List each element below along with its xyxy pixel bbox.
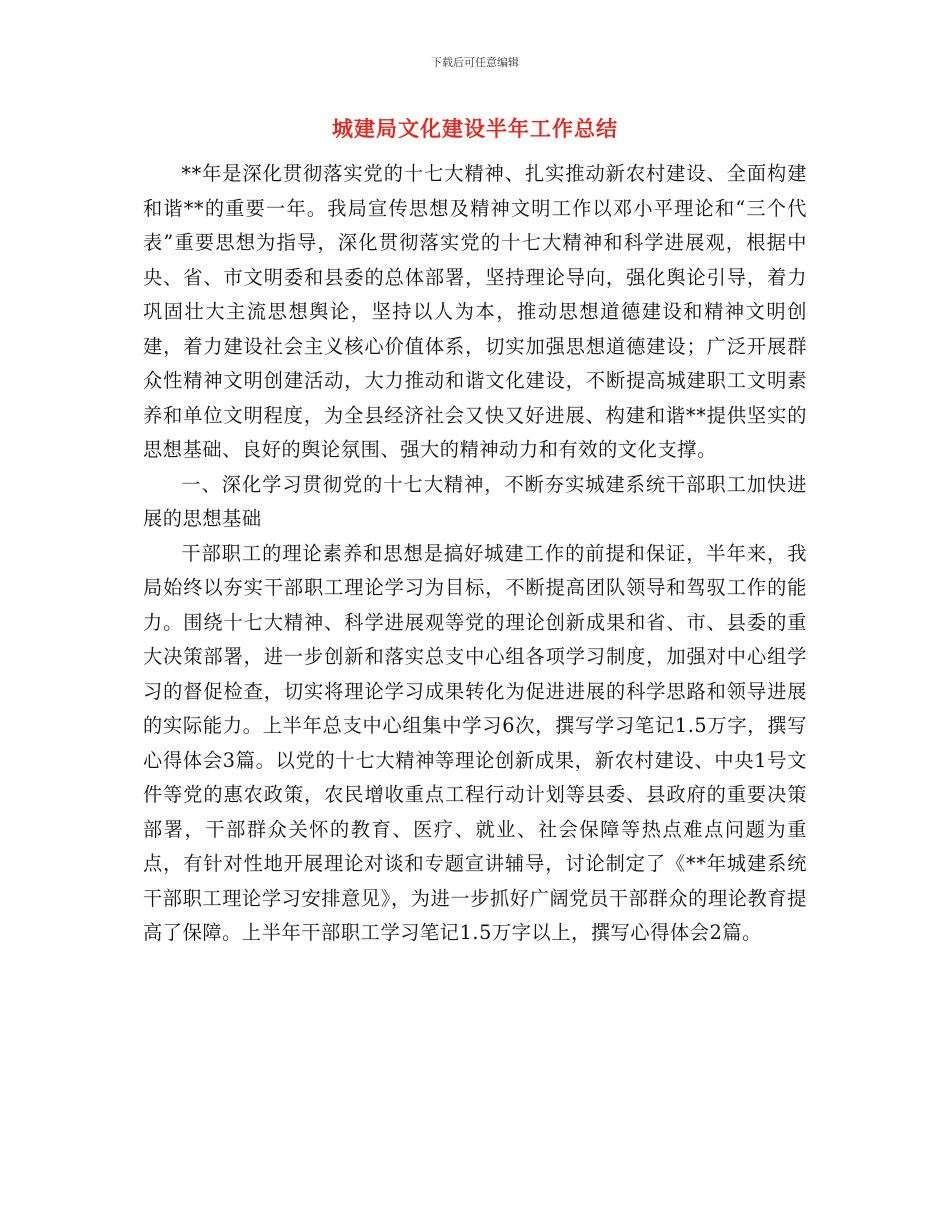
section-heading-1: 一、深化学习贯彻党的十七大精神，不断夯实城建系统干部职工加快进展的思想基础 <box>143 472 807 530</box>
document-body <box>143 157 807 951</box>
paragraph-intro: **年是深化贯彻落实党的十七大精神、扎实推动新农村建设、全面构建和谐**的重要一年。我局宣传思想及精神文明工作以邓小平理论和“三个代表”重要思想为指导，深化贯彻落实党的十七大精神和科学进展观，根据中央、省、市文明委和县委的总体部署，坚持理论导向，强化舆论引导，着力巩固壮大主流思想舆论，坚持以人为本，推动思想道德建设和精神文明创建，着力建设社会主义核心价值体系，切实加强思想道德建设；广泛开展群众性精神文明创建活动，大力推动和谐文化建设，不断提高城建职工文明素养和单位文明程度，为全县经济社会又快又好进展、构建和谐**提供坚实的思想基础、良好的舆论氛围、强大的精神动力和有效的文化支撑。 <box>143 162 807 461</box>
paragraph-section-1: 干部职工的理论素养和思想是搞好城建工作的前提和保证，半年来，我局始终以夯实干部职工理论学习为目标，不断提高团队领导和驾驭工作的能力。围绕十七大精神、科学进展观等党的理论创新成果和省、市、县委的重大决策部署，进一步创新和落实总支中心组各项学习制度，加强对中心组学习的督促检查，切实将理论学习成果转化为促进进展的科学思路和领导进展的实际能力。上半年总支中心组集中学习6次，撰写学习笔记1.5万字，撰写心得体会3篇。以党的十七大精神等理论创新成果，新农村建设、中央1号文件等党的惠农政策，农民增收重点工程行动计划等县委、县政府的重要决策部署，干部群众关怀的教育、医疗、就业、社会保障等热点难点问题为重点，有针对性地开展理论对谈和专题宣讲辅导，讨论制定了《**年城建系统干部职工理论学习安排意见》，为进一步抓好广阔党员干部群众的理论教育提高了保障。上半年干部职工学习笔记1.5万字以上，撰写心得体会2篇。 <box>143 541 807 944</box>
header-note: 下载后可任意编辑 <box>431 56 519 69</box>
document-title: 城建局文化建设半年工作总结 <box>332 117 618 141</box>
